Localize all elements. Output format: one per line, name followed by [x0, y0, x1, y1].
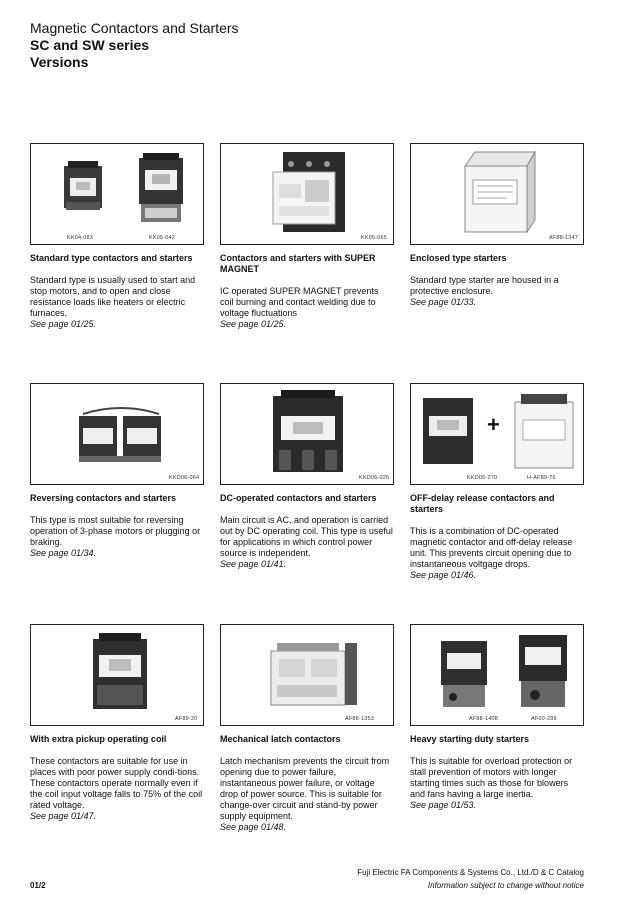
photo-caption: KKD05-270 — [467, 475, 498, 481]
product-photo — [30, 624, 204, 726]
product-title: Standard type contactors and starters — [30, 253, 193, 263]
page-reference: See page 01/33. — [410, 297, 477, 307]
product-card-standard — [30, 143, 204, 330]
product-description: This type is most suitable for reversing operation of 3-phase motors or plugging or braking. — [30, 515, 201, 547]
product-photo — [30, 143, 204, 245]
product-photo — [410, 143, 584, 245]
photo-caption: H-AF89-76 — [527, 475, 556, 481]
product-description: Standard type is usually used to start and stop motors, and to open and close resistance loads like heaters or electric furnaces. — [30, 275, 196, 318]
product-description: Standard type starter are housed in a protective enclosure. — [410, 275, 559, 296]
product-description: IC operated SUPER MAGNET prevents coil burning and contact welding due to voltage fluctuations — [220, 286, 379, 318]
photo-caption: AF88-1347 — [549, 235, 579, 241]
product-description: These contactors are suitable for use in places with poor power supply condi-tions. These contactors operate normally even if the coil input voltage falls to 75% of the coil rated voltage. — [30, 756, 203, 810]
photo-caption: KKD06-064 — [169, 475, 200, 481]
product-photo — [30, 383, 204, 485]
contactor-illustration — [31, 625, 203, 725]
product-title: Mechanical latch contactors — [220, 734, 341, 744]
product-photo — [410, 383, 584, 485]
page-reference: See page 01/25. — [220, 319, 287, 329]
product-description: This is a combination of DC-operated magnetic contactor and off-delay release unit. This prevents circuit opening due to instantaneous voltgage drops. — [410, 526, 573, 569]
page-title-series: SC and SW series — [30, 37, 150, 53]
photo-caption: KK05-065 — [361, 235, 388, 241]
product-title: With extra pickup operating coil — [30, 734, 167, 744]
product-description: Latch mechanism prevents the circuit from opening due to power failure, instantaneous power failure, or voltage drop of power source. This is suitable for change-over circuit and stand-by power supply equipment. — [220, 756, 390, 821]
product-card-heavy-starting — [410, 624, 584, 811]
product-photo — [220, 383, 394, 485]
contactor-illustration — [221, 144, 393, 244]
product-card-reversing — [30, 383, 204, 559]
page-reference: See page 01/48. — [220, 822, 287, 832]
page-reference: See page 01/41. — [220, 559, 287, 569]
photo-caption: AF00-299 — [531, 716, 557, 722]
product-description: This is suitable for overload protection or stall prevention of motors with longer starting times such as those for blowers and fans having a large inertia. — [410, 756, 573, 799]
page-reference: See page 01/47. — [30, 811, 97, 821]
product-photo — [410, 624, 584, 726]
contactor-illustration — [31, 384, 203, 484]
product-title: Contactors and starters with SUPER MAGNET — [220, 253, 376, 274]
footer-disclaimer: Information subject to change without notice — [427, 881, 584, 890]
contactor-illustration — [221, 625, 393, 725]
product-title: OFF-delay release contactors and starters — [410, 493, 555, 514]
product-card-dc-operated — [220, 383, 394, 570]
photo-caption: AF88-1353 — [345, 716, 375, 722]
photo-caption: KKD06-026 — [359, 475, 390, 481]
page-header — [30, 20, 239, 71]
plus-sign: + — [487, 412, 500, 437]
photo-caption: AF89-20 — [175, 716, 198, 722]
photo-caption: KK04-083 — [67, 235, 94, 241]
enclosure-illustration — [411, 144, 583, 244]
product-title: Heavy starting duty starters — [410, 734, 530, 744]
product-card-mechanical-latch — [220, 624, 394, 833]
contactor-illustration — [411, 625, 583, 725]
product-photo — [220, 624, 394, 726]
product-card-extra-pickup — [30, 624, 204, 822]
product-title: DC-operated contactors and starters — [220, 493, 377, 503]
page-reference: See page 01/46. — [410, 570, 477, 580]
page-title-section: Versions — [30, 54, 89, 70]
product-card-enclosed — [410, 143, 584, 308]
contactor-illustration — [31, 144, 203, 244]
product-card-super-magnet — [220, 143, 394, 330]
product-title: Enclosed type starters — [410, 253, 507, 263]
product-photo — [220, 143, 394, 245]
page-number: 01/2 — [30, 881, 46, 890]
page-reference: See page 01/53. — [410, 800, 477, 810]
photo-caption: AF88-1408 — [469, 716, 499, 722]
page-reference: See page 01/25. — [30, 319, 97, 329]
footer-company: Fuji Electric FA Components & Systems Co., Ltd./D & C Catalog — [357, 868, 584, 877]
page-title-category: Magnetic Contactors and Starters — [30, 20, 239, 36]
product-description: Main circuit is AC, and operation is carried out by DC operating coil. This type is useful for applications in which control power source is independent. — [220, 515, 393, 558]
contactor-illustration — [221, 384, 393, 484]
product-card-off-delay — [410, 383, 584, 581]
page-reference: See page 01/34. — [30, 548, 97, 558]
photo-caption: KK05-042 — [149, 235, 176, 241]
product-title: Reversing contactors and starters — [30, 493, 177, 503]
